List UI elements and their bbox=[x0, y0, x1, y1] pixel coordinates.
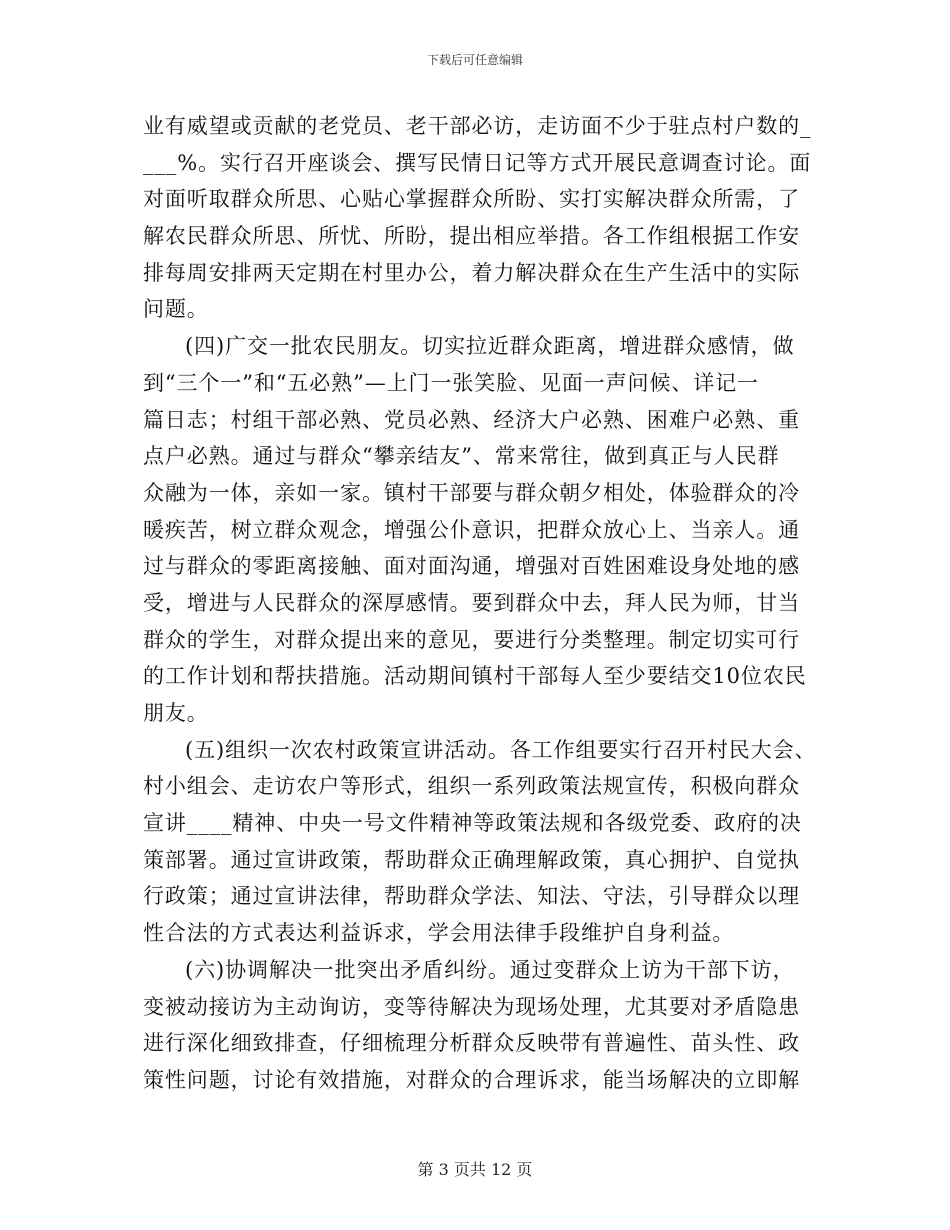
section-heading-line: (五)组织一次农村政策宣讲活动。各工作组要实行召开村民大会、 bbox=[185, 737, 817, 762]
text-line: 的工作计划和帮扶措施。活动期间镇村干部每人至少要结交10位农民 bbox=[143, 664, 807, 689]
text-line: 朋友。 bbox=[143, 701, 209, 725]
page-header-note: 下载后可任意编辑 bbox=[426, 53, 523, 67]
text-line: 篇日志；村组干部必熟、党员必熟、经济大户必熟、困难户必熟、重 bbox=[143, 407, 800, 432]
text-line: 进行深化细致排查，仔细梳理分析群众反映带有普遍性、苗头性、政 bbox=[143, 1031, 800, 1056]
page-number: 第 3 页共 12 页 bbox=[417, 1160, 533, 1179]
text-line: 变被动接访为主动询访，变等待解决为现场处理，尤其要对矛盾隐患 bbox=[143, 994, 800, 1019]
text-line: 排每周安排两天定期在村里办公，着力解决群众在生产生活中的实际 bbox=[143, 260, 800, 285]
text-line: 业有威望或贡献的老党员、老干部必访，走访面不少于驻点村户数的_ bbox=[143, 114, 812, 138]
text-line: 受，增进与人民群众的深厚感情。要到群众中去，拜人民为师，甘当 bbox=[143, 590, 800, 615]
text-line: 策性问题，讨论有效措施，对群众的合理诉求，能当场解决的立即解 bbox=[143, 1067, 800, 1092]
text-line: 过与群众的零距离接触、面对面沟通，增强对百姓困难设身处地的感 bbox=[143, 554, 800, 579]
text-line: ___%。实行召开座谈会、撰写民情日记等方式开展民意调查讨论。面 bbox=[143, 150, 812, 175]
text-line: 问题。 bbox=[143, 297, 209, 322]
text-line: 暖疾苦，树立群众观念，增强公仆意识，把群众放心上、当亲人。通 bbox=[143, 517, 800, 542]
section-heading-line: (六)协调解决一批突出矛盾纠纷。通过变群众上访为干部下访， bbox=[185, 957, 795, 982]
text-line: 到“三个一”和“五必熟”—上门一张笑脸、见面一声问候、详记一 bbox=[143, 370, 759, 395]
text-line: 村小组会、走访农户等形式，组织一系列政策法规宣传，积极向群众 bbox=[143, 774, 800, 799]
text-line: 性合法的方式表达利益诉求，学会用法律手段维护自身利益。 bbox=[143, 921, 735, 946]
document-body bbox=[143, 108, 817, 1099]
text-line: 众融为一体，亲如一家。镇村干部要与群众朝夕相处，体验群众的冷 bbox=[143, 480, 800, 505]
text-line: 策部署。通过宣讲政策，帮助群众正确理解政策，真心拥护、自觉执 bbox=[143, 847, 800, 872]
text-line: 点户必熟。通过与群众“攀亲结友”、常来常往，做到真正与人民群 bbox=[143, 444, 780, 469]
text-line: 行政策；通过宣讲法律，帮助群众学法、知法、守法，引导群众以理 bbox=[143, 884, 800, 909]
section-heading-line: (四)广交一批农民朋友。切实拉近群众距离，增进群众感情，做 bbox=[185, 334, 795, 359]
text-line: 群众的学生，对群众提出来的意见，要进行分类整理。制定切实可行 bbox=[143, 627, 800, 652]
text-line: 宣讲____精神、中央一号文件精神等政策法规和各级党委、政府的决 bbox=[143, 811, 802, 836]
text-line: 解农民群众所思、所忧、所盼，提出相应举措。各工作组根据工作安 bbox=[143, 224, 800, 249]
text-line: 对面听取群众所思、心贴心掌握群众所盼、实打实解决群众所需，了 bbox=[143, 187, 800, 212]
